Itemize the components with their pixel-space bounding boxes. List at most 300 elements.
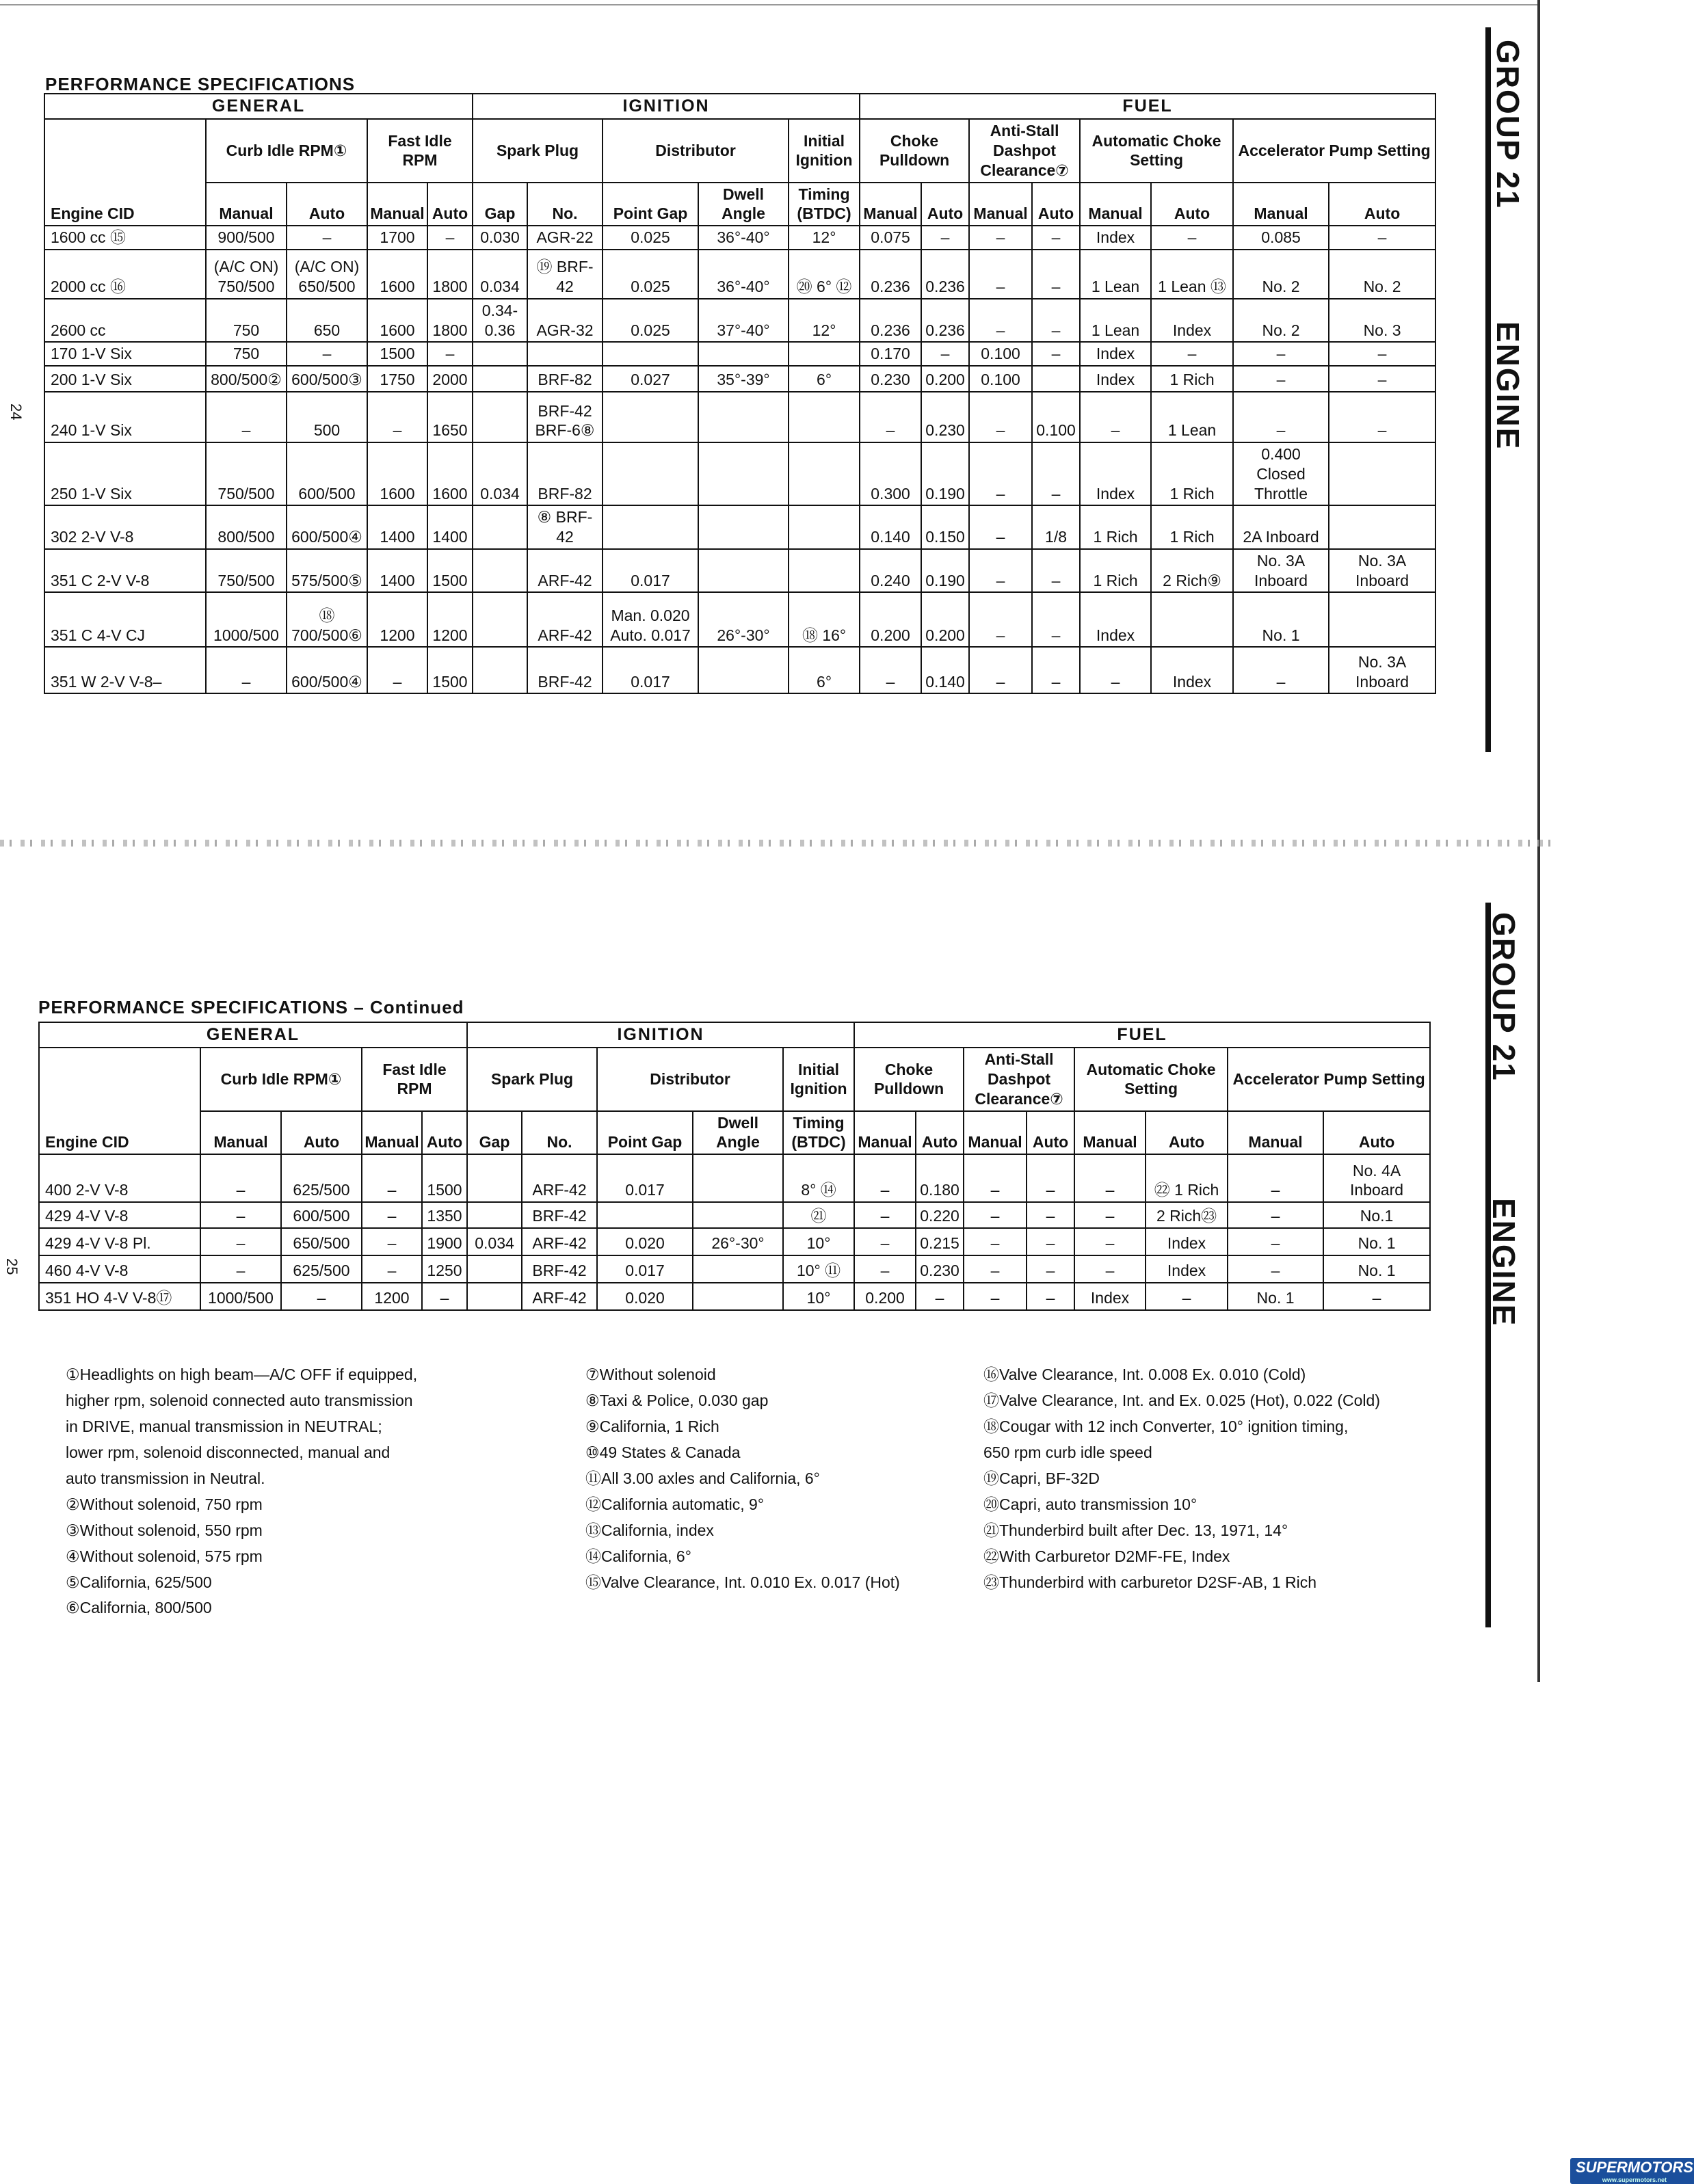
group-fuel: FUEL <box>854 1022 1430 1048</box>
spec-cell: No. 3A Inboard <box>1329 549 1435 593</box>
spec-cell: 1 Lean ⑬ <box>1151 250 1233 299</box>
spec-cell <box>467 1283 522 1310</box>
engine-label-bottom: ENGINE <box>1486 1198 1522 1327</box>
spec-cell: 37°-40° <box>698 299 789 343</box>
group-ignition: IGNITION <box>473 94 860 119</box>
spec-cell: No. 2 <box>1233 299 1329 343</box>
spec-cell: (A/C ON) 650/500 <box>287 250 367 299</box>
spec-cell: – <box>854 1255 916 1283</box>
spec-cell: Index <box>1080 226 1151 250</box>
spec-cell: 1600 <box>367 250 427 299</box>
spec-cell: BRF-42 BRF-6⑧ <box>527 392 603 442</box>
col-2: Auto <box>281 1111 362 1155</box>
spec-cell: 1500 <box>427 647 473 693</box>
spec-cell: – <box>206 647 287 693</box>
spec-cell: – <box>1074 1255 1146 1283</box>
spec-cell: 625/500 <box>281 1154 362 1202</box>
spec-cell: No. 1 <box>1323 1255 1430 1283</box>
spec-cell: No. 3 <box>1329 299 1435 343</box>
footnote: ②Without solenoid, 750 rpm <box>66 1495 263 1513</box>
spec-cell: – <box>362 1228 422 1255</box>
spec-cell: 1 Rich <box>1080 549 1151 593</box>
col-14: Manual <box>1074 1111 1146 1155</box>
spec-cell: 1200 <box>427 592 473 647</box>
spec-cell: – <box>362 1202 422 1228</box>
spec-cell: – <box>1032 250 1080 299</box>
spec-cell: 0.200 <box>921 366 969 392</box>
spec-cell: BRF-42 <box>522 1255 597 1283</box>
engine-label-top: ENGINE <box>1490 321 1526 451</box>
spec-cell: BRF-82 <box>527 442 603 505</box>
spec-cell <box>603 442 698 505</box>
footnote: ⑧Taxi & Police, 0.030 gap <box>585 1391 769 1409</box>
spec-cell <box>473 366 527 392</box>
spec-cell <box>467 1255 522 1283</box>
spec-cell <box>473 392 527 442</box>
spec-cell: 0.236 <box>860 250 921 299</box>
col-14: Manual <box>1080 183 1151 226</box>
spec-cell: 26°-30° <box>698 592 789 647</box>
col-3: Manual <box>362 1111 422 1155</box>
spec-cell: 0.200 <box>921 592 969 647</box>
spec-cell: – <box>367 647 427 693</box>
spec-cell <box>789 549 860 593</box>
engine-cid-cell: 351 C 2-V V-8 <box>44 549 206 593</box>
group-label-bottom: GROUP 21 <box>1486 912 1522 1082</box>
spec-cell: 26°-30° <box>693 1228 783 1255</box>
spec-cell <box>603 392 698 442</box>
spec-cell: – <box>206 392 287 442</box>
spec-cell: 0.017 <box>603 549 698 593</box>
col-17: Auto <box>1323 1111 1430 1155</box>
spec-cell: – <box>422 1283 467 1310</box>
spec-cell: 1400 <box>367 549 427 593</box>
spec-cell: 0.025 <box>603 226 698 250</box>
spec-cell: 2A Inboard <box>1233 505 1329 549</box>
spec-cell: 0.140 <box>921 647 969 693</box>
spec-cell: Index <box>1080 442 1151 505</box>
spec-cell: 35°-39° <box>698 366 789 392</box>
spec-cell: – <box>427 342 473 366</box>
subhead-choke-pulldown: Choke Pulldown <box>854 1048 964 1110</box>
spec-cell: – <box>1080 647 1151 693</box>
spec-cell: 1500 <box>367 342 427 366</box>
footnote: ⑳Capri, auto transmission 10° <box>983 1495 1197 1513</box>
group-general: GENERAL <box>39 1022 467 1048</box>
spec-cell: – <box>200 1154 281 1202</box>
spec-cell: 0.190 <box>921 442 969 505</box>
spec-cell: 750/500 <box>206 549 287 593</box>
footnote: ㉑Thunderbird built after Dec. 13, 1971, 14° <box>983 1521 1288 1539</box>
spec-cell: – <box>1228 1228 1323 1255</box>
page-top-edge <box>0 0 1539 5</box>
spec-cell: 0.236 <box>921 299 969 343</box>
footnote: ⑮Valve Clearance, Int. 0.010 Ex. 0.017 (Hot) <box>585 1573 900 1591</box>
subhead-row <box>44 119 1435 182</box>
spec-cell: – <box>1233 392 1329 442</box>
spec-cell: – <box>860 392 921 442</box>
spec-cell: – <box>1151 342 1233 366</box>
engine-cid-cell: 250 1-V Six <box>44 442 206 505</box>
spec-cell: – <box>969 392 1032 442</box>
spec-cell: No. 1 <box>1228 1283 1323 1310</box>
col-engine-cid: Engine CID <box>39 1048 200 1154</box>
spec-cell <box>693 1202 783 1228</box>
spec-cell: – <box>1074 1228 1146 1255</box>
spec-cell: – <box>860 647 921 693</box>
spec-cell: 1700 <box>367 226 427 250</box>
spec-cell: 0.027 <box>603 366 698 392</box>
col-1: Manual <box>206 183 287 226</box>
col-timing: Timing (BTDC) <box>783 1111 854 1155</box>
spec-cell: 1000/500 <box>206 592 287 647</box>
spec-cell: Index <box>1074 1283 1146 1310</box>
spec-cell <box>1151 592 1233 647</box>
spec-cell: 1200 <box>362 1283 422 1310</box>
col-15: Auto <box>1151 183 1233 226</box>
spec-cell: – <box>1323 1283 1430 1310</box>
footnote: ⑰Valve Clearance, Int. and Ex. 0.025 (Hot), 0.022 (Cold) <box>983 1391 1380 1409</box>
col-timing: Timing (BTDC) <box>789 183 860 226</box>
spec-cell <box>698 505 789 549</box>
spec-cell <box>693 1255 783 1283</box>
spec-cell: 575/500⑤ <box>287 549 367 593</box>
spec-cell <box>473 592 527 647</box>
footnotes-column-3 <box>983 1362 1462 1595</box>
spec-cell: 0.215 <box>916 1228 964 1255</box>
spec-cell: 0.017 <box>603 647 698 693</box>
spec-cell <box>473 647 527 693</box>
spec-cell: – <box>1151 226 1233 250</box>
spec-cell <box>698 549 789 593</box>
col-dwell-angle: Dwell Angle <box>698 183 789 226</box>
group-general: GENERAL <box>44 94 473 119</box>
spec-cell: – <box>969 592 1032 647</box>
col-13: Auto <box>1032 183 1080 226</box>
spec-cell: 0.400 Closed Throttle <box>1233 442 1329 505</box>
spec-cell: 0.020 <box>597 1283 693 1310</box>
spec-cell: – <box>1228 1154 1323 1202</box>
spec-cell <box>467 1154 522 1202</box>
spec-cell: 0.220 <box>916 1202 964 1228</box>
spec-cell <box>693 1154 783 1202</box>
spec-cell: – <box>964 1202 1027 1228</box>
spec-cell: – <box>921 226 969 250</box>
spec-cell: 36°-40° <box>698 250 789 299</box>
spec-cell: 1250 <box>422 1255 467 1283</box>
spec-cell: No. 3A Inboard <box>1233 549 1329 593</box>
spec-cell: No. 2 <box>1233 250 1329 299</box>
spec-cell: ⑧ BRF-42 <box>527 505 603 549</box>
spec-cell: No.1 <box>1323 1202 1430 1228</box>
spec-cell: Index <box>1080 592 1151 647</box>
page-number-25: 25 <box>3 1258 21 1275</box>
subhead-choke-pulldown: Choke Pulldown <box>860 119 969 182</box>
spec-cell: 2000 <box>427 366 473 392</box>
spec-cell: – <box>964 1255 1027 1283</box>
spec-cell: – <box>1329 366 1435 392</box>
col-15: Auto <box>1146 1111 1228 1155</box>
spec-cell: AGR-22 <box>527 226 603 250</box>
footnote: ③Without solenoid, 550 rpm <box>66 1521 263 1539</box>
col-engine-cid: Engine CID <box>44 119 206 226</box>
spec-cell: 0.230 <box>860 366 921 392</box>
spec-cell: ARF-42 <box>522 1154 597 1202</box>
subhead-accelerator-pump: Accelerator Pump Setting <box>1233 119 1435 182</box>
table-row <box>39 1283 1430 1310</box>
spec-cell: 2 Rich㉓ <box>1146 1202 1228 1228</box>
spec-cell: 750 <box>206 342 287 366</box>
spec-cell <box>527 342 603 366</box>
table-row <box>44 505 1435 549</box>
spec-cell: 1 Rich <box>1151 366 1233 392</box>
spec-cell: – <box>1074 1154 1146 1202</box>
spec-cell: – <box>1329 342 1435 366</box>
group-label-top: GROUP 21 <box>1490 40 1526 209</box>
spec-cell: 600/500④ <box>287 505 367 549</box>
spec-cell: No. 1 <box>1233 592 1329 647</box>
spec-cell: – <box>200 1202 281 1228</box>
spec-cell: 600/500 <box>281 1202 362 1228</box>
engine-cid-cell: 429 4-V V-8 <box>39 1202 200 1228</box>
spec-cell: 1 Lean <box>1080 250 1151 299</box>
subhead-automatic-choke: Automatic Choke Setting <box>1074 1048 1228 1110</box>
spec-cell: 8° ⑭ <box>783 1154 854 1202</box>
spec-cell: 0.190 <box>921 549 969 593</box>
spec-cell: 6° <box>789 647 860 693</box>
spec-cell: No. 4A Inboard <box>1323 1154 1430 1202</box>
supermotors-logo: SUPERMOTORS www.supermotors.net <box>1570 2158 1694 2184</box>
engine-cid-cell: 240 1-V Six <box>44 392 206 442</box>
col-11: Auto <box>921 183 969 226</box>
spec-cell <box>603 342 698 366</box>
engine-cid-cell: 351 HO 4-V V-8⑰ <box>39 1283 200 1310</box>
spec-cell: 1500 <box>422 1154 467 1202</box>
spec-cell: 1 Rich <box>1151 505 1233 549</box>
col-3: Manual <box>367 183 427 226</box>
spec-cell: 0.34-0.36 <box>473 299 527 343</box>
col-10: Manual <box>854 1111 916 1155</box>
engine-cid-cell: 200 1-V Six <box>44 366 206 392</box>
spec-cell <box>789 505 860 549</box>
spec-cell: 1650 <box>427 392 473 442</box>
spec-cell <box>473 505 527 549</box>
spec-cell: – <box>964 1228 1027 1255</box>
spec-cell: – <box>1027 1202 1074 1228</box>
spec-cell: (A/C ON) 750/500 <box>206 250 287 299</box>
footnote: ⑲Capri, BF-32D <box>983 1469 1100 1487</box>
col-16: Manual <box>1228 1111 1323 1155</box>
spec-cell <box>789 392 860 442</box>
spec-cell <box>597 1202 693 1228</box>
footnotes-column-2 <box>585 1362 968 1595</box>
spec-cell <box>698 342 789 366</box>
table1-title: PERFORMANCE SPECIFICATIONS <box>45 74 356 94</box>
spec-cell <box>1329 442 1435 505</box>
table-row <box>44 342 1435 366</box>
spec-cell <box>698 647 789 693</box>
spec-cell: 1600 <box>367 299 427 343</box>
spec-cell: – <box>427 226 473 250</box>
spec-cell: Index <box>1146 1255 1228 1283</box>
spec-cell: – <box>1329 226 1435 250</box>
footnote: ⑯Valve Clearance, Int. 0.008 Ex. 0.010 (Cold) <box>983 1366 1306 1383</box>
spec-cell: – <box>854 1228 916 1255</box>
spec-cell: 12° <box>789 226 860 250</box>
table-row <box>39 1228 1430 1255</box>
spec-cell: – <box>1233 366 1329 392</box>
engine-cid-cell: 1600 cc ⑮ <box>44 226 206 250</box>
spec-cell: 36°-40° <box>698 226 789 250</box>
spec-cell: ㉒ 1 Rich <box>1146 1154 1228 1202</box>
col-16: Manual <box>1233 183 1329 226</box>
spec-cell: 10° <box>783 1228 854 1255</box>
table-row <box>44 592 1435 647</box>
spec-cell <box>473 549 527 593</box>
table2-title: PERFORMANCE SPECIFICATIONS – Continued <box>38 997 464 1017</box>
spec-cell: – <box>1032 647 1080 693</box>
col-gap: Gap <box>473 183 527 226</box>
spec-cell: – <box>969 226 1032 250</box>
spec-cell: Index <box>1151 299 1233 343</box>
spec-cell: – <box>854 1154 916 1202</box>
spec-cell <box>698 442 789 505</box>
spec-cell: BRF-42 <box>527 647 603 693</box>
spec-cell: 1900 <box>422 1228 467 1255</box>
spec-cell: – <box>1032 442 1080 505</box>
spec-cell: 0.025 <box>603 299 698 343</box>
spec-cell: – <box>1074 1202 1146 1228</box>
footnote: ⑨California, 1 Rich <box>585 1417 719 1435</box>
spec-cell: 1750 <box>367 366 427 392</box>
spec-cell <box>789 342 860 366</box>
table-row <box>39 1202 1430 1228</box>
spec-cell: – <box>281 1283 362 1310</box>
subhead-initial-ignition: Initial Ignition <box>789 119 860 182</box>
table-row <box>44 299 1435 343</box>
footnote: ⑱Cougar with 12 inch Converter, 10° ignition timing, 650 rpm curb idle speed <box>983 1417 1349 1461</box>
spec-cell: 0.034 <box>473 442 527 505</box>
spec-cell: 0.140 <box>860 505 921 549</box>
spec-cell: ⑱ 16° <box>789 592 860 647</box>
col-10: Manual <box>860 183 921 226</box>
spec-cell: ARF-42 <box>522 1283 597 1310</box>
spec-cell: – <box>969 299 1032 343</box>
col-4: Auto <box>422 1111 467 1155</box>
spec-cell: 0.150 <box>921 505 969 549</box>
spec-cell: – <box>964 1283 1027 1310</box>
footnote: ⑬California, index <box>585 1521 714 1539</box>
spec-cell: 1500 <box>427 549 473 593</box>
spec-cell <box>467 1202 522 1228</box>
engine-cid-cell: 351 C 4-V CJ <box>44 592 206 647</box>
subhead-spark-plug: Spark Plug <box>473 119 603 182</box>
spec-cell <box>603 505 698 549</box>
group-header-row <box>39 1022 1430 1048</box>
spec-cell: 0.025 <box>603 250 698 299</box>
spec-cell: 1800 <box>427 250 473 299</box>
col-1: Manual <box>200 1111 281 1155</box>
spec-cell: BRF-42 <box>522 1202 597 1228</box>
spec-cell: Index <box>1080 342 1151 366</box>
spec-cell: 0.100 <box>969 366 1032 392</box>
spec-cell: – <box>1146 1283 1228 1310</box>
spec-cell <box>693 1283 783 1310</box>
table-row <box>44 366 1435 392</box>
spec-cell: 10° ⑪ <box>783 1255 854 1283</box>
col-17: Auto <box>1329 183 1435 226</box>
spec-cell: – <box>916 1283 964 1310</box>
page-number-24: 24 <box>8 403 25 421</box>
engine-cid-cell: 170 1-V Six <box>44 342 206 366</box>
spec-cell: ARF-42 <box>527 592 603 647</box>
spec-cell: 0.030 <box>473 226 527 250</box>
engine-cid-cell: 400 2-V V-8 <box>39 1154 200 1202</box>
col-2: Auto <box>287 183 367 226</box>
spec-cell: 0.200 <box>854 1283 916 1310</box>
spec-cell: 0.300 <box>860 442 921 505</box>
spec-cell: – <box>969 505 1032 549</box>
subhead-accelerator-pump: Accelerator Pump Setting <box>1228 1048 1430 1110</box>
spec-cell: – <box>287 342 367 366</box>
col-12: Manual <box>964 1111 1027 1155</box>
spec-cell: 1200 <box>367 592 427 647</box>
subhead-spark-plug: Spark Plug <box>467 1048 597 1110</box>
spec-cell <box>1032 366 1080 392</box>
footnote: ④Without solenoid, 575 rpm <box>66 1547 263 1565</box>
spec-cell: 0.230 <box>921 392 969 442</box>
spec-cell: 1 Rich <box>1151 442 1233 505</box>
footnote: ⑪All 3.00 axles and California, 6° <box>585 1469 820 1487</box>
table-row <box>44 250 1435 299</box>
engine-cid-cell: 2000 cc ⑯ <box>44 250 206 299</box>
spec-cell: 1350 <box>422 1202 467 1228</box>
spec-cell: ⑲ BRF-42 <box>527 250 603 299</box>
spec-cell: – <box>362 1154 422 1202</box>
spec-cell: 0.236 <box>921 250 969 299</box>
subhead-curb-idle-rpm: Curb Idle RPM① <box>200 1048 362 1110</box>
spec-cell: – <box>1032 592 1080 647</box>
footnote: ①Headlights on high beam—A/C OFF if equipped, higher rpm, solenoid connected auto transmission in DRIVE, manual transmission in NEUTRAL; lower rpm, solenoid disconnected, manual and auto transmission in Neutral. <box>66 1366 418 1487</box>
spec-cell: 0.230 <box>916 1255 964 1283</box>
subhead-fast-idle-rpm: Fast Idle RPM <box>362 1048 467 1110</box>
footnote: ㉒With Carburetor D2MF-FE, Index <box>983 1547 1230 1565</box>
group-fuel: FUEL <box>860 94 1435 119</box>
spec-cell: 750/500 <box>206 442 287 505</box>
spec-cell: 900/500 <box>206 226 287 250</box>
footnote: ⑤California, 625/500 <box>66 1573 212 1591</box>
spec-cell: 0.200 <box>860 592 921 647</box>
spec-cell: 0.017 <box>597 1255 693 1283</box>
spec-cell: 0.017 <box>597 1154 693 1202</box>
subhead-distributor: Distributor <box>603 119 789 182</box>
spec-cell: – <box>854 1202 916 1228</box>
spec-cell: 0.240 <box>860 549 921 593</box>
footnote: ㉓Thunderbird with carburetor D2SF-AB, 1 Rich <box>983 1573 1317 1591</box>
spec-cell: – <box>964 1154 1027 1202</box>
spec-cell: 650 <box>287 299 367 343</box>
group-ignition: IGNITION <box>467 1022 854 1048</box>
spec-cell: 1400 <box>367 505 427 549</box>
col-12: Manual <box>969 183 1032 226</box>
spec-cell: ARF-42 <box>527 549 603 593</box>
spec-cell: 1600 <box>367 442 427 505</box>
spec-cell: 600/500 <box>287 442 367 505</box>
group-header-row <box>44 94 1435 119</box>
subhead-anti-stall-dashpot: Anti-Stall Dashpot Clearance⑦ <box>969 119 1080 182</box>
spec-cell: – <box>200 1228 281 1255</box>
spec-cell: 800/500② <box>206 366 287 392</box>
